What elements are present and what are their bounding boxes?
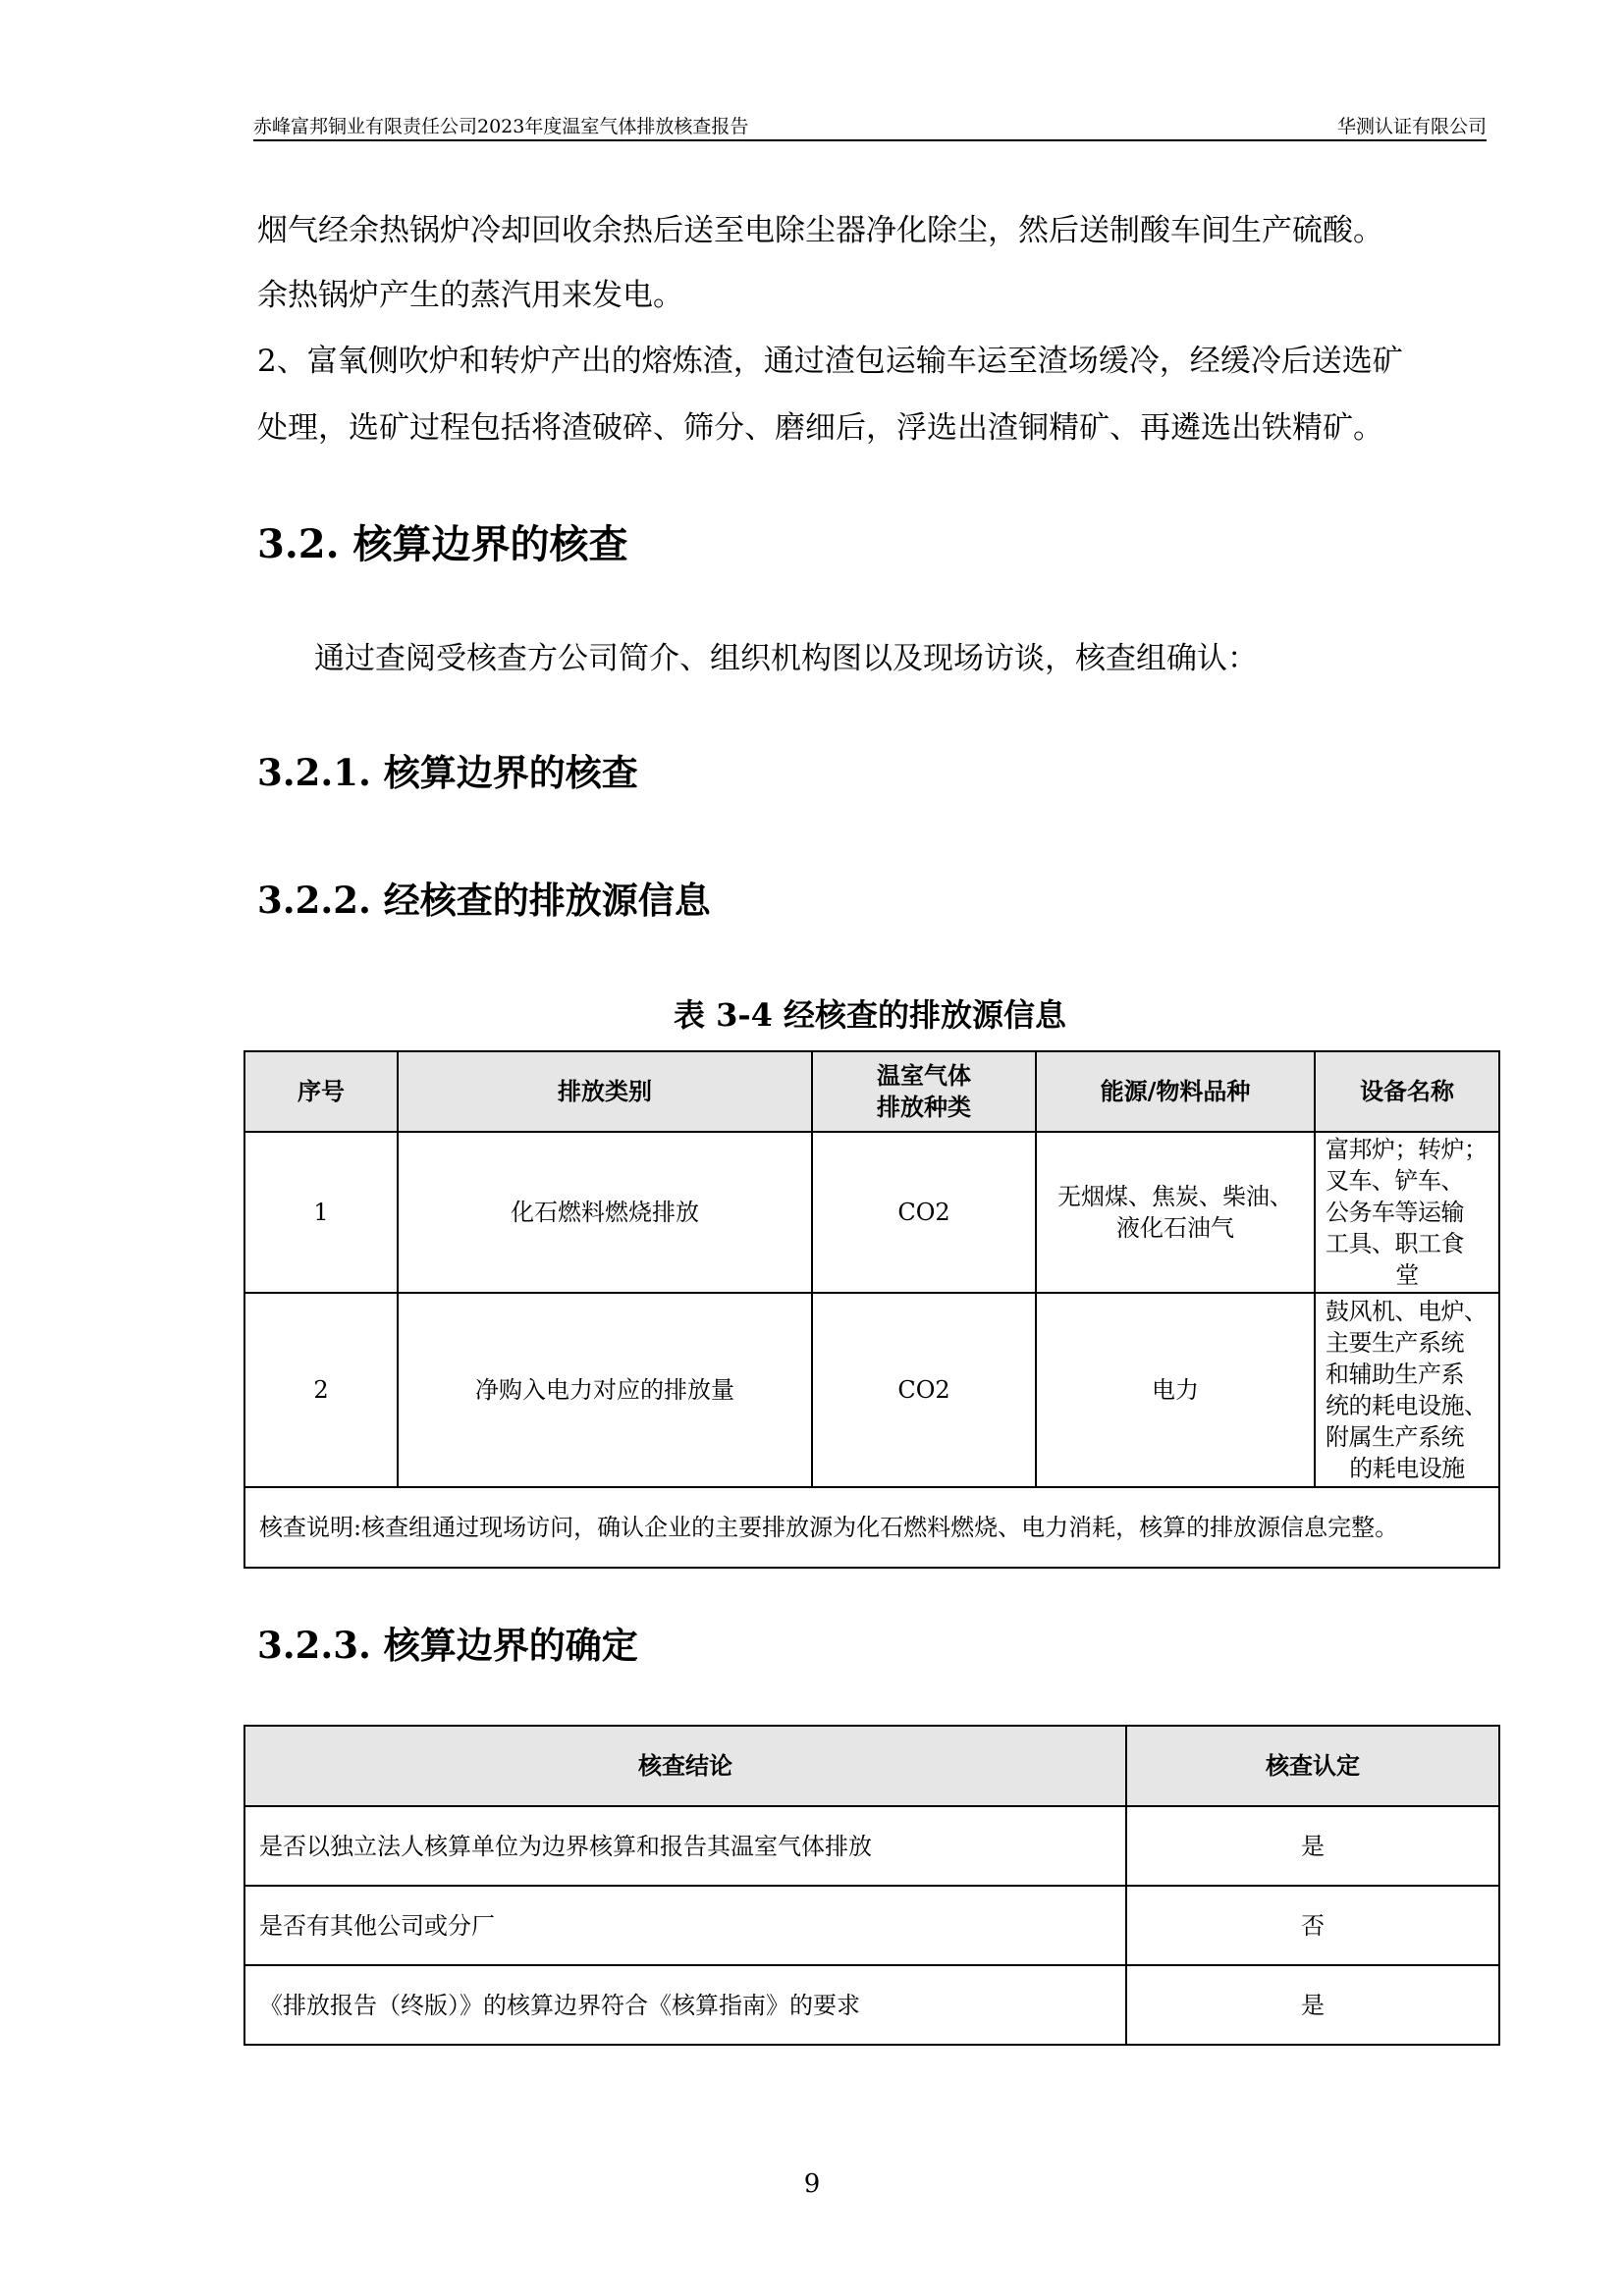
body-paragraph-line: 余热锅炉产生的蒸汽用来发电。 [257,278,683,313]
section-heading-3-2-1: 3.2.1. 核算边界的核查 [257,751,638,794]
cell-confirm: 否 [1126,1886,1499,1965]
equipment-line: 叉车、铲车、 [1326,1167,1464,1195]
body-paragraph-line: 2、富氧侧吹炉和转炉产出的熔炼渣，通过渣包运输车运至渣场缓冷，经缓冷后送选矿 [257,344,1403,379]
header-energy: 能源/物料品种 [1036,1051,1315,1132]
boundary-check-table [244,1725,1500,2046]
cell-gas: CO2 [812,1293,1036,1487]
equipment-line: 主要生产系统 [1326,1329,1464,1357]
table-row [244,1886,1499,1965]
cell-gas: CO2 [812,1132,1036,1293]
equipment-line: 堂 [1395,1261,1419,1289]
header-gas-line: 排放种类 [877,1093,971,1121]
body-paragraph-line: 处理，选矿过程包括将渣破碎、筛分、磨细后，浮选出渣铜精矿、再遴选出铁精矿。 [257,410,1383,446]
header-confirm: 核查认定 [1126,1726,1499,1806]
header-report-title: 赤峰富邦铜业有限责任公司2023年度温室气体排放核查报告 [253,116,749,137]
table-note: 核查说明:核查组通过现场访问，确认企业的主要排放源为化石燃料燃烧、电力消耗，核算的排放源信息完整。 [244,1487,1499,1568]
cell-energy-line: 液化石油气 [1116,1214,1234,1242]
table-header-row [244,1051,1499,1132]
page-number: 9 [803,2169,821,2199]
table-row [244,1293,1499,1487]
section-heading-3-2: 3.2. 核算边界的核查 [257,521,628,567]
cell-energy [1036,1132,1315,1293]
header-conclusion: 核查结论 [244,1726,1126,1806]
equipment-line: 富邦炉；转炉； [1326,1136,1488,1163]
cell-confirm: 是 [1126,1806,1499,1886]
equipment-line: 和辅助生产系 [1326,1361,1464,1388]
table-row [244,1806,1499,1886]
section-intro: 通过查阅受核查方公司简介、组织机构图以及现场访谈，核查组确认： [314,641,1258,676]
cell-conclusion: 《排放报告（终版）》的核算边界符合《核算指南》的要求 [244,1965,1126,2045]
header-seq: 序号 [244,1051,398,1132]
equipment-line: 的耗电设施 [1349,1455,1465,1482]
equipment-line: 工具、职工食 [1326,1230,1464,1257]
equipment-line: 附属生产系统 [1326,1423,1464,1451]
body-paragraph-line: 烟气经余热锅炉冷却回收余热后送至电除尘器净化除尘，然后送制酸车间生产硫酸。 [257,213,1383,248]
header-company: 华测认证有限公司 [1336,116,1487,137]
equipment-line: 公务车等运输 [1326,1199,1464,1226]
equipment-line: 鼓风机、电炉、 [1326,1298,1488,1325]
section-heading-3-2-2: 3.2.2. 经核查的排放源信息 [257,879,711,922]
cell-category: 净购入电力对应的排放量 [398,1293,812,1487]
cell-conclusion: 是否有其他公司或分厂 [244,1886,1126,1965]
cell-seq: 2 [244,1293,398,1487]
cell-energy-line: 无烟煤、焦炭、柴油、 [1057,1183,1293,1210]
cell-conclusion: 是否以独立法人核算单位为边界核算和报告其温室气体排放 [244,1806,1126,1886]
emission-source-table [244,1050,1500,1569]
section-heading-3-2-3: 3.2.3. 核算边界的确定 [257,1624,638,1667]
header-gas [812,1051,1036,1132]
equipment-line: 统的耗电设施、 [1326,1392,1488,1419]
cell-confirm: 是 [1126,1965,1499,2045]
header-equipment: 设备名称 [1315,1051,1499,1132]
table-row [244,1132,1499,1293]
cell-equipment [1315,1132,1499,1293]
cell-energy: 电力 [1036,1293,1315,1487]
table-row [244,1965,1499,2045]
table-caption: 表 3-4 经核查的排放源信息 [673,996,1067,1034]
header-category: 排放类别 [398,1051,812,1132]
table-note-row [244,1487,1499,1568]
header-gas-line: 温室气体 [877,1061,971,1090]
cell-equipment [1315,1293,1499,1487]
page-header [253,110,1487,141]
table-header-row [244,1726,1499,1806]
cell-category: 化石燃料燃烧排放 [398,1132,812,1293]
cell-seq: 1 [244,1132,398,1293]
